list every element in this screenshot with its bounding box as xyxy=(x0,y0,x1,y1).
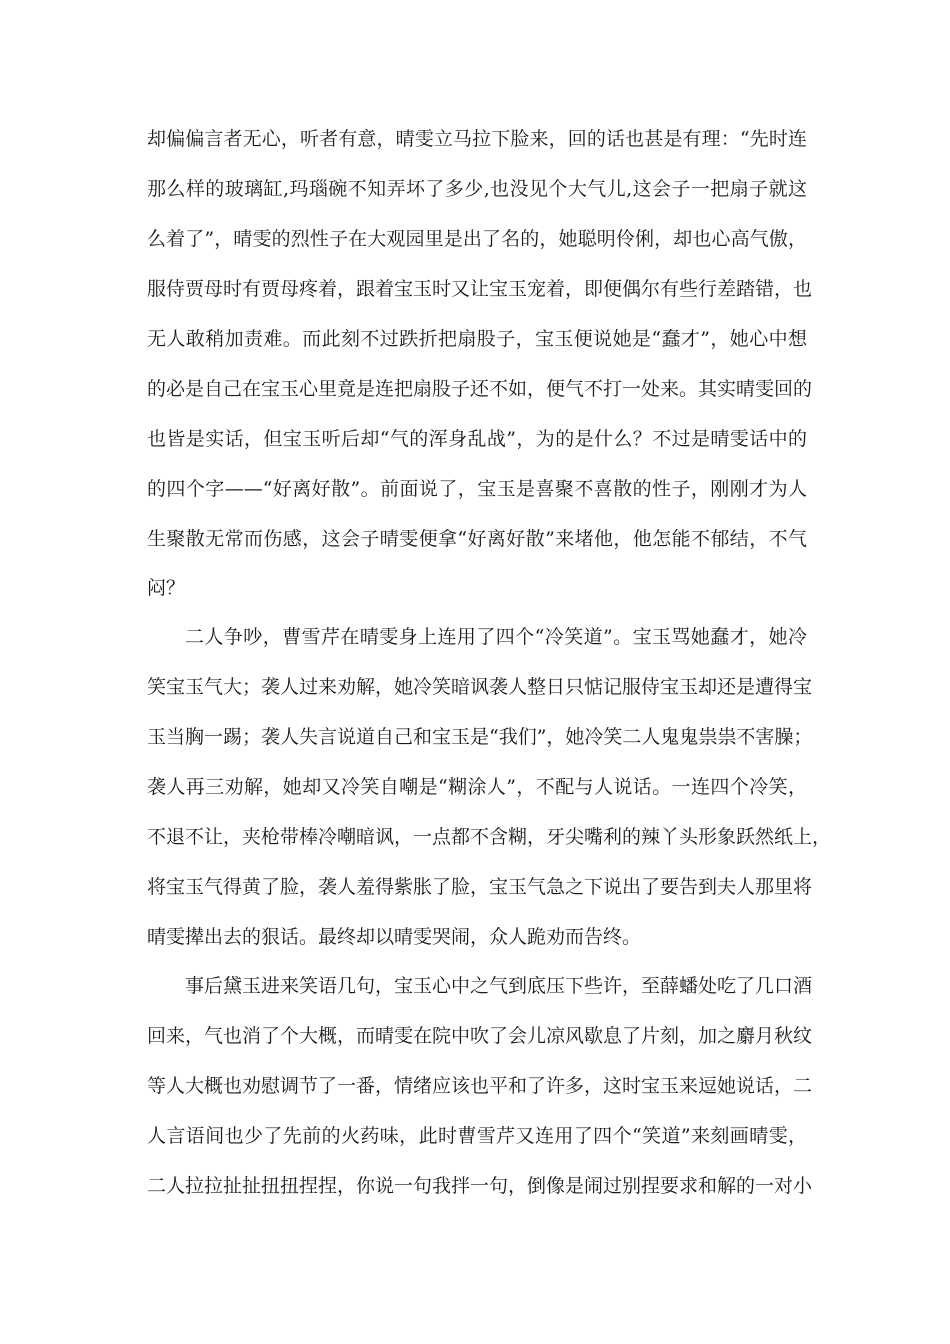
paragraph-2-line-6: 将宝玉气得黄了脸，袭人羞得紫胀了脸，宝玉气急之下说出了要告到夫人那里将 xyxy=(147,876,813,898)
paragraph-1-line-9: 生聚散无常而伤感，这会子晴雯便拿“好离好散”来堵他，他怎能不郁结，不气 xyxy=(147,528,807,550)
paragraph-3-line-2: 回来，气也消了个大概，而晴雯在院中吹了会儿凉风歇息了片刻，加之麝月秋纹 xyxy=(147,1025,813,1047)
paragraph-3-line-1: 事后黛玉进来笑语几句，宝玉心中之气到底压下些许，至薛蟠处吃了几口酒 xyxy=(185,975,813,997)
paragraph-3-line-5: 二人拉拉扯扯扭扭捏捏，你说一句我拌一句，倒像是闹过别捏要求和解的一对小 xyxy=(147,1175,813,1197)
paragraph-2-line-3: 玉当胸一踢；袭人失言说道自己和宝玉是“我们”，她冷笑二人鬼鬼祟祟不害臊； xyxy=(147,726,813,748)
paragraph-1-line-3: 么着了”，晴雯的烈性子在大观园里是出了名的，她聪明伶俐，却也心高气傲， xyxy=(147,228,807,250)
paragraph-2-line-7: 晴雯撵出去的狠话。最终却以晴雯哭闹，众人跪劝而告终。 xyxy=(147,926,642,948)
paragraph-1-line-2: 那么样的玻璃缸,玛瑙碗不知弄坏了多少,也没见个大气儿,这会子一把扇子就这 xyxy=(147,178,807,200)
paragraph-1-line-6: 的必是自己在宝玉心里竟是连把扇股子还不如，便气不打一处来。其实晴雯回的 xyxy=(147,378,813,400)
paragraph-1-line-10: 闷？ xyxy=(147,577,186,599)
paragraph-1-line-7: 也皆是实话，但宝玉听后却“气的浑身乱战”，为的是什么？不过是晴雯话中的 xyxy=(147,428,807,450)
paragraph-2-line-4: 袭人再三劝解，她却又冷笑自嘲是“糊涂人”，不配与人说话。一连四个冷笑， xyxy=(147,776,807,798)
paragraph-1-line-8: 的四个字——“好离好散”。前面说了，宝玉是喜聚不喜散的性子，刚刚才为人 xyxy=(147,478,807,500)
paragraph-2-line-1: 二人争吵，曹雪芹在晴雯身上连用了四个“冷笑道”。宝玉骂她蠢才，她冷 xyxy=(185,626,807,648)
paragraph-3-line-3: 等人大概也劝慰调节了一番，情绪应该也平和了许多，这时宝玉来逗她说话，二 xyxy=(147,1075,813,1097)
paragraph-2-line-2: 笑宝玉气大；袭人过来劝解，她冷笑暗讽袭人整日只惦记服侍宝玉却还是遭得宝 xyxy=(147,676,813,698)
paragraph-1-line-1: 却偏偏言者无心，听者有意，晴雯立马拉下脸来，回的话也甚是有理：“先时连 xyxy=(147,128,807,150)
paragraph-2-line-5: 不退不让，夹枪带棒冷嘲暗讽，一点都不含糊，牙尖嘴利的辣丫头形象跃然纸上， xyxy=(147,826,832,848)
paragraph-3-line-4: 人言语间也少了先前的火药味，此时曹雪芹又连用了四个“笑道”来刻画晴雯， xyxy=(147,1125,807,1147)
paragraph-1-line-5: 无人敢稍加责难。而此刻不过跌折把扇股子，宝玉便说她是“蠢才”，她心中想 xyxy=(147,328,807,350)
paragraph-1-line-4: 服侍贾母时有贾母疼着，跟着宝玉时又让宝玉宠着，即便偶尔有些行差踏错，也 xyxy=(147,278,813,300)
